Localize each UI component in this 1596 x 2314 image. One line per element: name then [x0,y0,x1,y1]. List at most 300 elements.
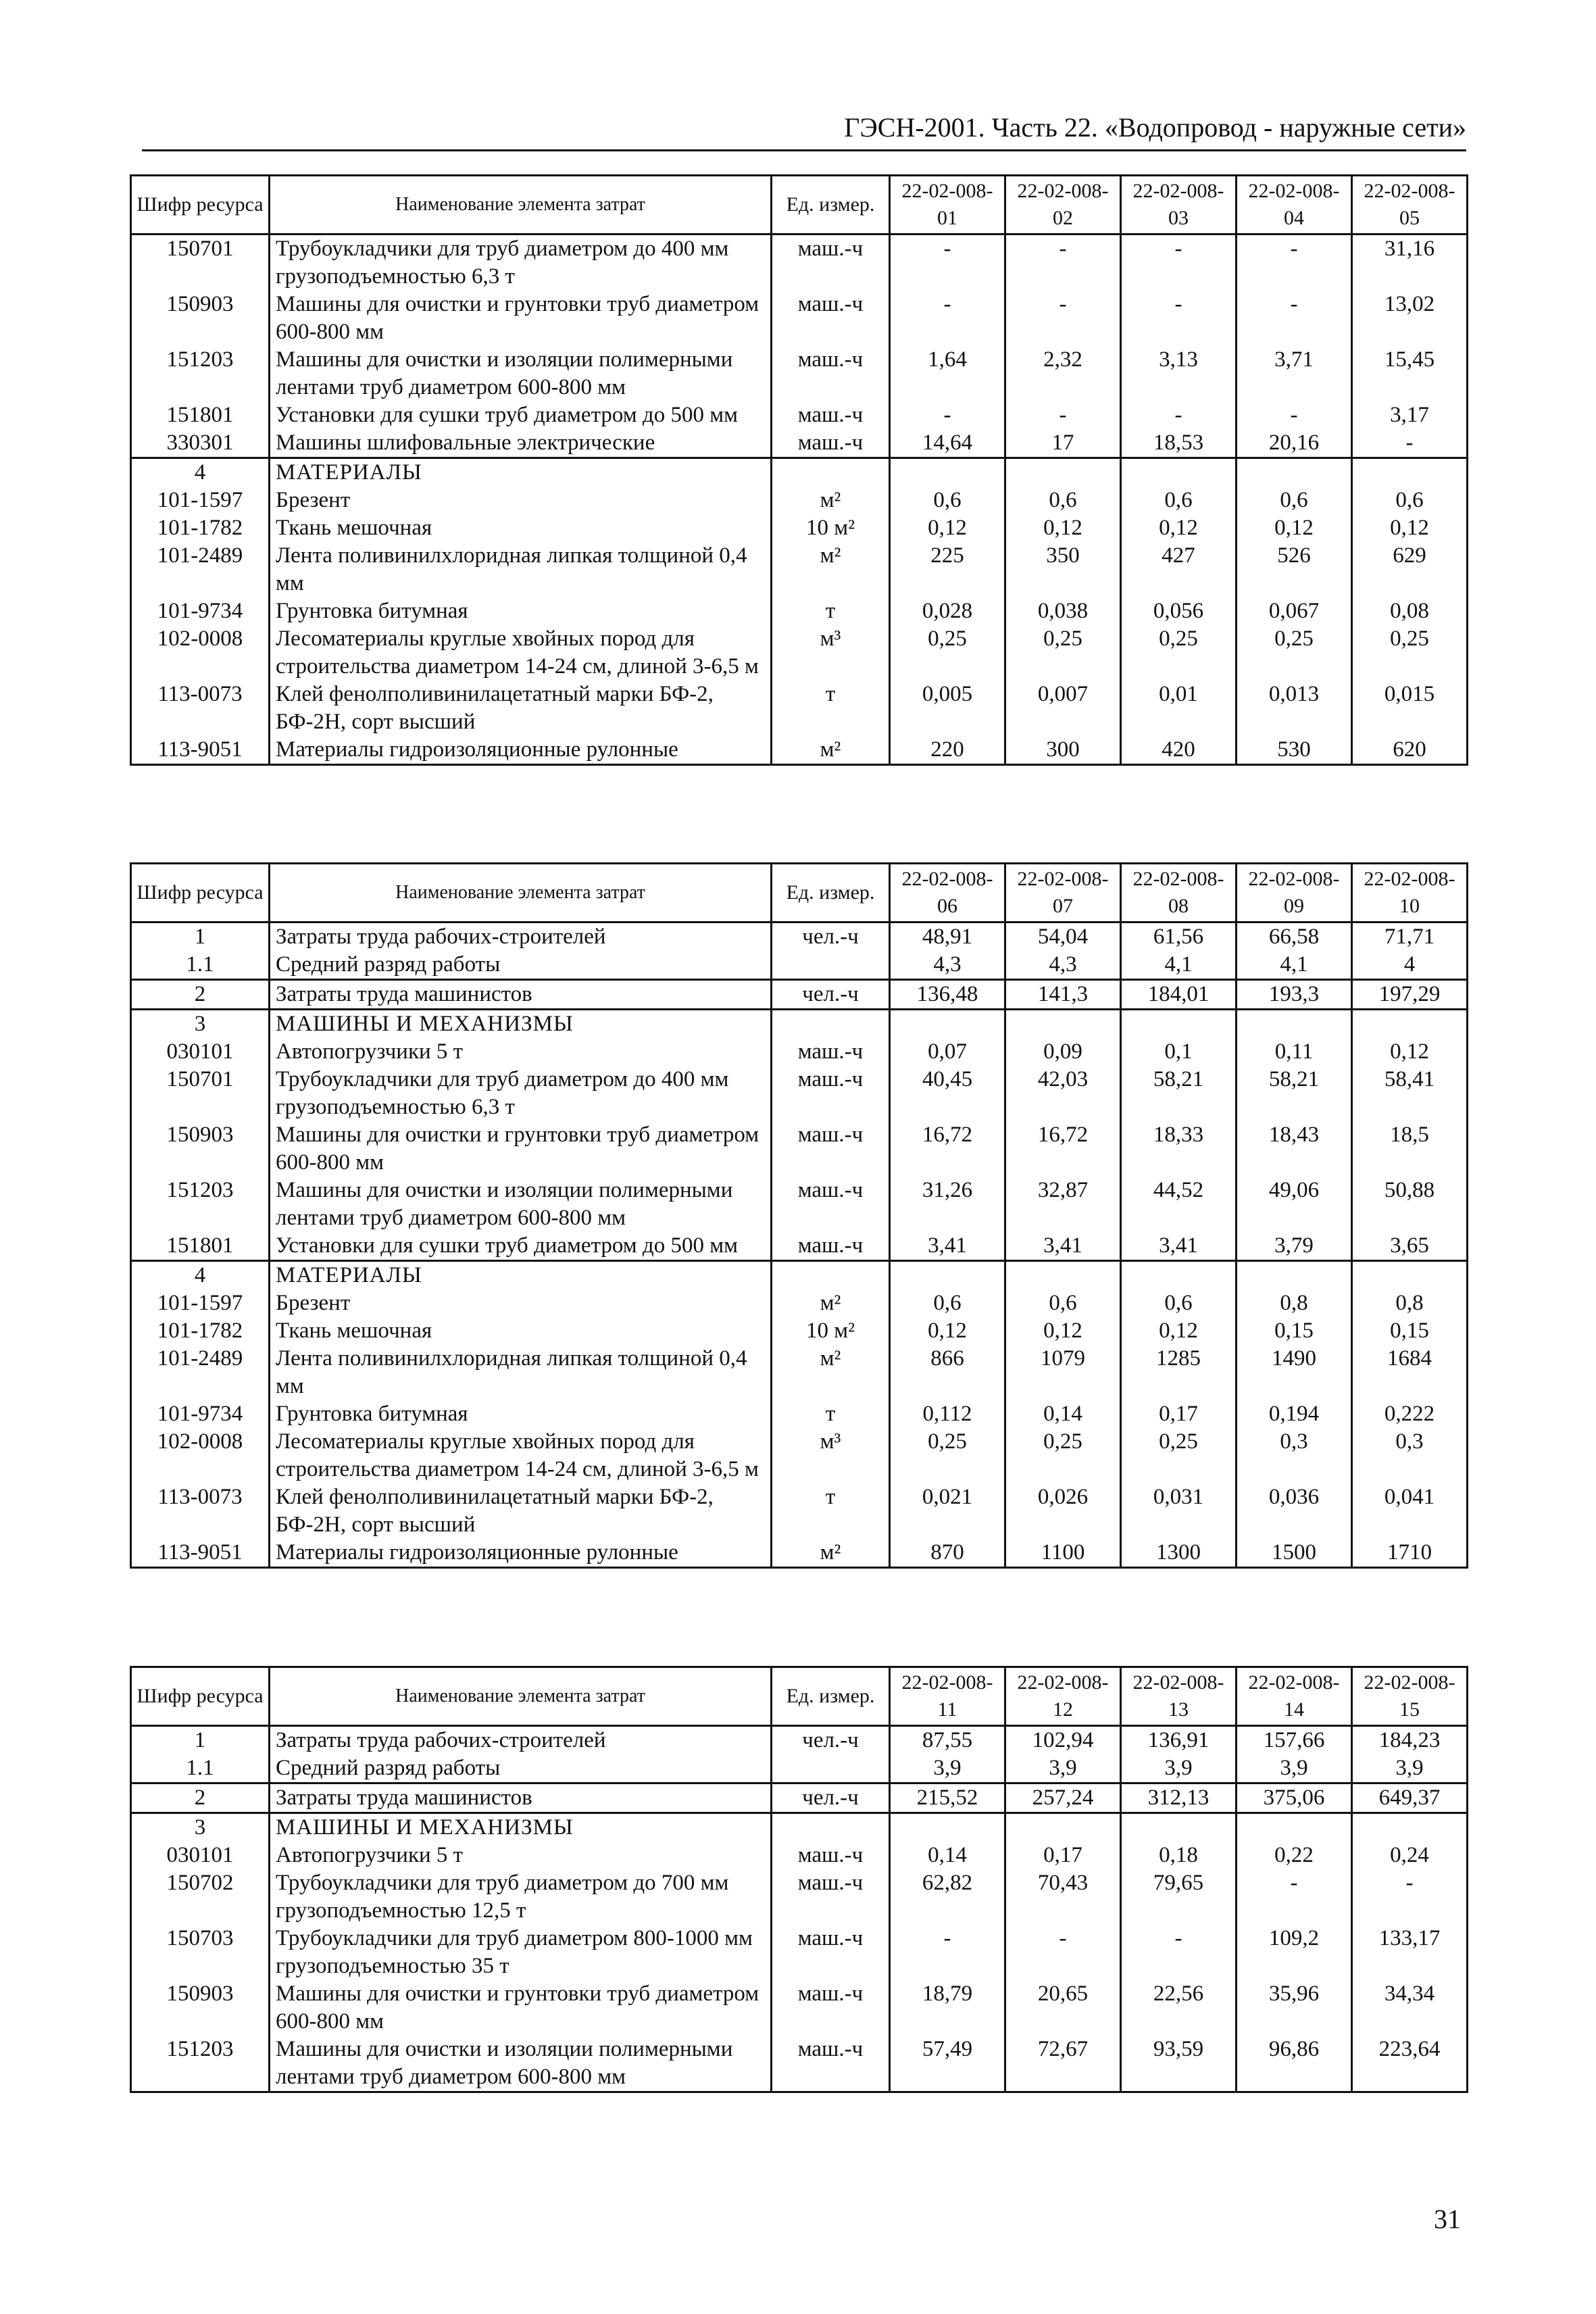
row-name: Машины шлифовальные электрические [270,429,772,458]
row-value [890,1813,1005,1842]
header-norm-code: 22-02-008-01 [890,176,1005,235]
row-value: 102,94 [1005,1726,1121,1755]
row-name: Ткань мешочная [270,514,772,542]
row-value: 3,9 [1121,1754,1237,1783]
row-value: 58,21 [1237,1066,1352,1121]
table-row [131,1783,1468,1813]
row-value: 0,25 [1121,625,1237,681]
table-row [131,1980,1468,2036]
row-name: Клей фенолполивинилацетатный марки БФ-2, БФ-2Н, сорт высший [270,1483,772,1539]
row-value: 223,64 [1352,2036,1468,2092]
table-row [131,291,1468,346]
header-code: Шифр ресурса [131,864,270,922]
header-norm-code: 22-02-008-13 [1121,1667,1237,1726]
row-unit: т [772,1483,890,1539]
table-row [131,2036,1468,2092]
row-code: 101-9734 [131,597,270,625]
row-value: 0,12 [1121,1317,1237,1345]
row-code: 2 [131,980,270,1010]
table-row [131,1539,1468,1568]
row-value: 0,17 [1005,1842,1121,1869]
row-name: Лента поливинилхлоридная липкая толщиной 0,4 мм [270,1345,772,1400]
row-value: 62,82 [890,1869,1005,1925]
table-row [131,736,1468,765]
row-value: 0,6 [1352,487,1468,514]
row-name: Затраты труда рабочих-строителей [270,1726,772,1755]
row-name: Машины для очистки и грунтовки труб диаметром 600-800 мм [270,1980,772,2036]
row-value: 0,12 [1005,1317,1121,1345]
row-unit: т [772,597,890,625]
header-norm-code: 22-02-008-04 [1237,176,1352,235]
header-norm-code: 22-02-008-02 [1005,176,1121,235]
row-value: 1079 [1005,1345,1121,1400]
row-value: 2,32 [1005,346,1121,401]
row-value: - [1121,235,1237,291]
row-value: 0,041 [1352,1483,1468,1539]
row-value: 50,88 [1352,1177,1468,1232]
table-row [131,1400,1468,1428]
section-title: МАШИНЫ И МЕХАНИЗМЫ [270,1010,772,1039]
row-value: 312,13 [1121,1783,1237,1813]
row-value: 0,24 [1352,1842,1468,1869]
row-value: 257,24 [1005,1783,1121,1813]
row-value: 220 [890,736,1005,765]
row-value: 57,49 [890,2036,1005,2092]
row-unit [772,458,890,487]
row-name: Затраты труда рабочих-строителей [270,922,772,952]
table-row [131,429,1468,458]
row-name: Лесоматериалы круглые хвойных пород для строительства диаметром 14-24 см, длиной 3-6,5 м [270,625,772,681]
row-code: 1 [131,1726,270,1755]
row-value [1352,458,1468,487]
table-row [131,1842,1468,1869]
row-value: 0,17 [1121,1400,1237,1428]
row-code: 150903 [131,1980,270,2036]
row-value: - [1237,401,1352,429]
row-unit [772,1754,890,1783]
row-unit: маш.-ч [772,429,890,458]
table-row [131,1483,1468,1539]
row-value [1005,1010,1121,1039]
row-unit [772,1010,890,1039]
row-name: Грунтовка битумная [270,597,772,625]
row-unit: т [772,1400,890,1428]
row-code: 4 [131,458,270,487]
table-row [131,1177,1468,1232]
row-value: 58,41 [1352,1066,1468,1121]
row-value: 0,6 [1237,487,1352,514]
row-value: 87,55 [890,1726,1005,1755]
row-value [1237,458,1352,487]
row-value: 40,45 [890,1066,1005,1121]
row-name: Машины для очистки и грунтовки труб диаметром 600-800 мм [270,291,772,346]
row-value: 0,25 [1005,625,1121,681]
row-unit: маш.-ч [772,346,890,401]
row-value [1352,1261,1468,1290]
row-value: 4,3 [1005,951,1121,980]
row-value: 0,036 [1237,1483,1352,1539]
row-value: 0,005 [890,681,1005,736]
row-value: 18,43 [1237,1121,1352,1177]
row-code: 151801 [131,401,270,429]
row-value [1352,1813,1468,1842]
row-code: 150701 [131,1066,270,1121]
row-unit: маш.-ч [772,1066,890,1121]
row-value [1121,458,1237,487]
header-code: Шифр ресурса [131,1667,270,1726]
row-unit: 10 м² [772,1317,890,1345]
row-code: 101-2489 [131,542,270,597]
row-code: 101-1782 [131,514,270,542]
row-value: 16,72 [890,1121,1005,1177]
row-value: 0,6 [890,487,1005,514]
row-value: 0,8 [1237,1289,1352,1317]
row-value: 31,16 [1352,235,1468,291]
row-value: 0,013 [1237,681,1352,736]
row-value: - [1237,235,1352,291]
row-value: 0,1 [1121,1038,1237,1066]
row-value: 0,015 [1352,681,1468,736]
row-value: 184,23 [1352,1726,1468,1755]
row-value [1237,1010,1352,1039]
row-name: Брезент [270,1289,772,1317]
page-header [142,112,1466,149]
row-unit: маш.-ч [772,1925,890,1980]
row-name: Средний разряд работы [270,1754,772,1783]
row-value: 0,026 [1005,1483,1121,1539]
header-name: Наименование элемента затрат [270,864,772,922]
row-unit: маш.-ч [772,1121,890,1177]
row-unit: маш.-ч [772,1177,890,1232]
row-value: 3,71 [1237,346,1352,401]
row-value: 13,02 [1352,291,1468,346]
row-unit: м³ [772,625,890,681]
header-unit: Ед. измер. [772,1667,890,1726]
header-name: Наименование элемента затрат [270,1667,772,1726]
row-value: 72,67 [1005,2036,1121,2092]
row-value: 0,021 [890,1483,1005,1539]
row-value: 0,25 [890,1428,1005,1483]
row-value: 3,17 [1352,401,1468,429]
table-row [131,681,1468,736]
row-name: Машины для очистки и изоляции полимерными лентами труб диаметром 600-800 мм [270,346,772,401]
resource-table-3 [130,1666,1468,2093]
row-name: Автопогрузчики 5 т [270,1038,772,1066]
row-code: 150903 [131,1121,270,1177]
row-value: 3,41 [1121,1232,1237,1261]
table-row [131,1121,1468,1177]
row-value: 18,79 [890,1980,1005,2036]
table-row [131,1232,1468,1261]
table-row [131,487,1468,514]
row-unit: маш.-ч [772,2036,890,2092]
row-value: 141,3 [1005,980,1121,1010]
row-value: 0,038 [1005,597,1121,625]
row-value: 0,6 [1005,1289,1121,1317]
row-unit [772,1813,890,1842]
row-value: 0,6 [890,1289,1005,1317]
row-unit [772,1261,890,1290]
row-code: 101-1597 [131,1289,270,1317]
row-name: Ткань мешочная [270,1317,772,1345]
row-unit: маш.-ч [772,1842,890,1869]
row-value: 225 [890,542,1005,597]
row-value: 54,04 [1005,922,1121,952]
row-name: Трубоукладчики для труб диаметром до 700 мм грузоподъемностью 12,5 т [270,1869,772,1925]
row-unit: маш.-ч [772,401,890,429]
row-value: 32,87 [1005,1177,1121,1232]
table-row [131,1289,1468,1317]
row-value: 16,72 [1005,1121,1121,1177]
row-code: 101-2489 [131,1345,270,1400]
row-value: 14,64 [890,429,1005,458]
row-code: 2 [131,1783,270,1813]
row-unit: маш.-ч [772,1038,890,1066]
row-value: 70,43 [1005,1869,1121,1925]
row-value: - [1352,429,1468,458]
row-value: - [890,1925,1005,1980]
row-code: 102-0008 [131,1428,270,1483]
row-value: 3,41 [890,1232,1005,1261]
page-number: 31 [1434,2204,1461,2234]
table-row [131,1345,1468,1400]
row-unit: м² [772,542,890,597]
row-value: 0,8 [1352,1289,1468,1317]
table-row [131,1038,1468,1066]
row-value: 0,031 [1121,1483,1237,1539]
table-row [131,951,1468,980]
row-value: 3,13 [1121,346,1237,401]
row-value: 136,48 [890,980,1005,1010]
row-code: 030101 [131,1038,270,1066]
header-norm-code: 22-02-008-05 [1352,176,1468,235]
row-unit: чел.-ч [772,922,890,952]
row-value: 34,34 [1352,1980,1468,2036]
row-value: 0,25 [1237,625,1352,681]
section-title: МАТЕРИАЛЫ [270,1261,772,1290]
row-value: 0,12 [1237,514,1352,542]
resource-table-1 [130,174,1468,766]
row-value: 20,16 [1237,429,1352,458]
row-value: 0,12 [890,1317,1005,1345]
row-code: 4 [131,1261,270,1290]
row-value [1121,1010,1237,1039]
row-code: 030101 [131,1842,270,1869]
row-value: 0,08 [1352,597,1468,625]
header-code: Шифр ресурса [131,176,270,235]
row-value: 215,52 [890,1783,1005,1813]
table-header-row [131,864,1468,922]
row-value: 0,11 [1237,1038,1352,1066]
row-unit: м² [772,1539,890,1568]
row-unit: маш.-ч [772,235,890,291]
row-value [890,1010,1005,1039]
row-code: 150703 [131,1925,270,1980]
header-unit: Ед. измер. [772,864,890,922]
row-value: 0,067 [1237,597,1352,625]
table-row [131,1010,1468,1039]
row-value: 58,21 [1121,1066,1237,1121]
row-value: 79,65 [1121,1869,1237,1925]
row-code: 113-0073 [131,1483,270,1539]
row-name: Материалы гидроизоляционные рулонные [270,1539,772,1568]
row-value: 193,3 [1237,980,1352,1010]
header-norm-code: 22-02-008-09 [1237,864,1352,922]
row-value: 66,58 [1237,922,1352,952]
row-value: 3,65 [1352,1232,1468,1261]
row-value: - [1237,1869,1352,1925]
row-value: 61,56 [1121,922,1237,952]
header-norm-code: 22-02-008-03 [1121,176,1237,235]
row-value: 1,64 [890,346,1005,401]
row-value: 0,25 [1352,625,1468,681]
row-value: 0,112 [890,1400,1005,1428]
row-value: 0,07 [890,1038,1005,1066]
row-value: 0,12 [1352,514,1468,542]
row-value: 4,1 [1121,951,1237,980]
row-value [1352,1010,1468,1039]
table-row [131,625,1468,681]
row-value: 1490 [1237,1345,1352,1400]
row-value: - [1005,401,1121,429]
row-value: 0,222 [1352,1400,1468,1428]
document-title: ГЭСН-2001. Часть 22. «Водопровод - наружные сети» [844,112,1466,143]
row-value: 0,056 [1121,597,1237,625]
table-row [131,514,1468,542]
row-value: 0,194 [1237,1400,1352,1428]
row-value: 3,79 [1237,1232,1352,1261]
row-unit [772,951,890,980]
row-value: 109,2 [1237,1925,1352,1980]
row-code: 101-1782 [131,1317,270,1345]
row-unit: м² [772,1345,890,1400]
row-value: 18,5 [1352,1121,1468,1177]
row-value: 1684 [1352,1345,1468,1400]
row-name: Затраты труда машинистов [270,980,772,1010]
row-value: 3,9 [1005,1754,1121,1783]
row-value: - [890,291,1005,346]
header-norm-code: 22-02-008-08 [1121,864,1237,922]
row-value: 18,33 [1121,1121,1237,1177]
section-title: МАТЕРИАЛЫ [270,458,772,487]
header-norm-code: 22-02-008-11 [890,1667,1005,1726]
row-unit: м² [772,487,890,514]
row-value: 0,15 [1352,1317,1468,1345]
row-value: - [1005,235,1121,291]
section-title: МАШИНЫ И МЕХАНИЗМЫ [270,1813,772,1842]
row-name: Машины для очистки и грунтовки труб диаметром 600-800 мм [270,1121,772,1177]
row-value [1005,1261,1121,1290]
row-value: 350 [1005,542,1121,597]
table-row [131,346,1468,401]
row-code: 151801 [131,1232,270,1261]
row-name: Установки для сушки труб диаметром до 500 мм [270,401,772,429]
row-value: 20,65 [1005,1980,1121,2036]
row-name: Лесоматериалы круглые хвойных пород для строительства диаметром 14-24 см, длиной 3-6,5 м [270,1428,772,1483]
row-value: 42,03 [1005,1066,1121,1121]
row-value: 0,22 [1237,1842,1352,1869]
row-value: 0,3 [1237,1428,1352,1483]
row-code: 151203 [131,1177,270,1232]
row-value: 375,06 [1237,1783,1352,1813]
row-value: 0,14 [1005,1400,1121,1428]
row-value: 0,25 [1005,1428,1121,1483]
row-code: 101-1597 [131,487,270,514]
row-value: 0,25 [1121,1428,1237,1483]
row-value: 0,6 [1005,487,1121,514]
row-name: Автопогрузчики 5 т [270,1842,772,1869]
row-value: 22,56 [1121,1980,1237,2036]
table-row [131,235,1468,291]
header-norm-code: 22-02-008-15 [1352,1667,1468,1726]
row-code: 1.1 [131,951,270,980]
row-value: 4 [1352,951,1468,980]
row-code: 150701 [131,235,270,291]
table-header-row [131,1667,1468,1726]
resource-table-2 [130,862,1468,1569]
row-value: 3,9 [1352,1754,1468,1783]
row-value: 0,12 [1352,1038,1468,1066]
row-value [890,458,1005,487]
row-unit: 10 м² [772,514,890,542]
row-unit: т [772,681,890,736]
row-value: 0,18 [1121,1842,1237,1869]
row-value: 3,9 [1237,1754,1352,1783]
table-row [131,1317,1468,1345]
row-value [1005,1813,1121,1842]
row-name: Затраты труда машинистов [270,1783,772,1813]
row-unit: чел.-ч [772,1783,890,1813]
row-value: 0,14 [890,1842,1005,1869]
row-value: 93,59 [1121,2036,1237,2092]
row-code: 3 [131,1010,270,1039]
row-value: - [890,235,1005,291]
row-value [1005,458,1121,487]
row-value: 649,37 [1352,1783,1468,1813]
row-value: 0,09 [1005,1038,1121,1066]
row-value: - [1005,1925,1121,1980]
row-code: 113-0073 [131,681,270,736]
row-unit: маш.-ч [772,1869,890,1925]
table-row [131,597,1468,625]
header-norm-code: 22-02-008-07 [1005,864,1121,922]
row-value: 157,66 [1237,1726,1352,1755]
row-value: 17 [1005,429,1121,458]
row-name: Установки для сушки труб диаметром до 500 мм [270,1232,772,1261]
row-value: - [1121,1925,1237,1980]
row-name: Клей фенолполивинилацетатный марки БФ-2, БФ-2Н, сорт высший [270,681,772,736]
row-value: 1285 [1121,1345,1237,1400]
header-norm-code: 22-02-008-14 [1237,1667,1352,1726]
table-header-row [131,176,1468,235]
header-norm-code: 22-02-008-06 [890,864,1005,922]
row-unit: м² [772,736,890,765]
row-name: Материалы гидроизоляционные рулонные [270,736,772,765]
row-code: 151203 [131,346,270,401]
row-value: 1100 [1005,1539,1121,1568]
row-value: 0,3 [1352,1428,1468,1483]
table-row [131,1813,1468,1842]
row-value: 35,96 [1237,1980,1352,2036]
row-value: - [1237,291,1352,346]
table-row [131,1925,1468,1980]
table-row [131,542,1468,597]
row-value: 96,86 [1237,2036,1352,2092]
row-value: 0,01 [1121,681,1237,736]
row-name: Брезент [270,487,772,514]
row-value: 133,17 [1352,1925,1468,1980]
row-unit: чел.-ч [772,1726,890,1755]
